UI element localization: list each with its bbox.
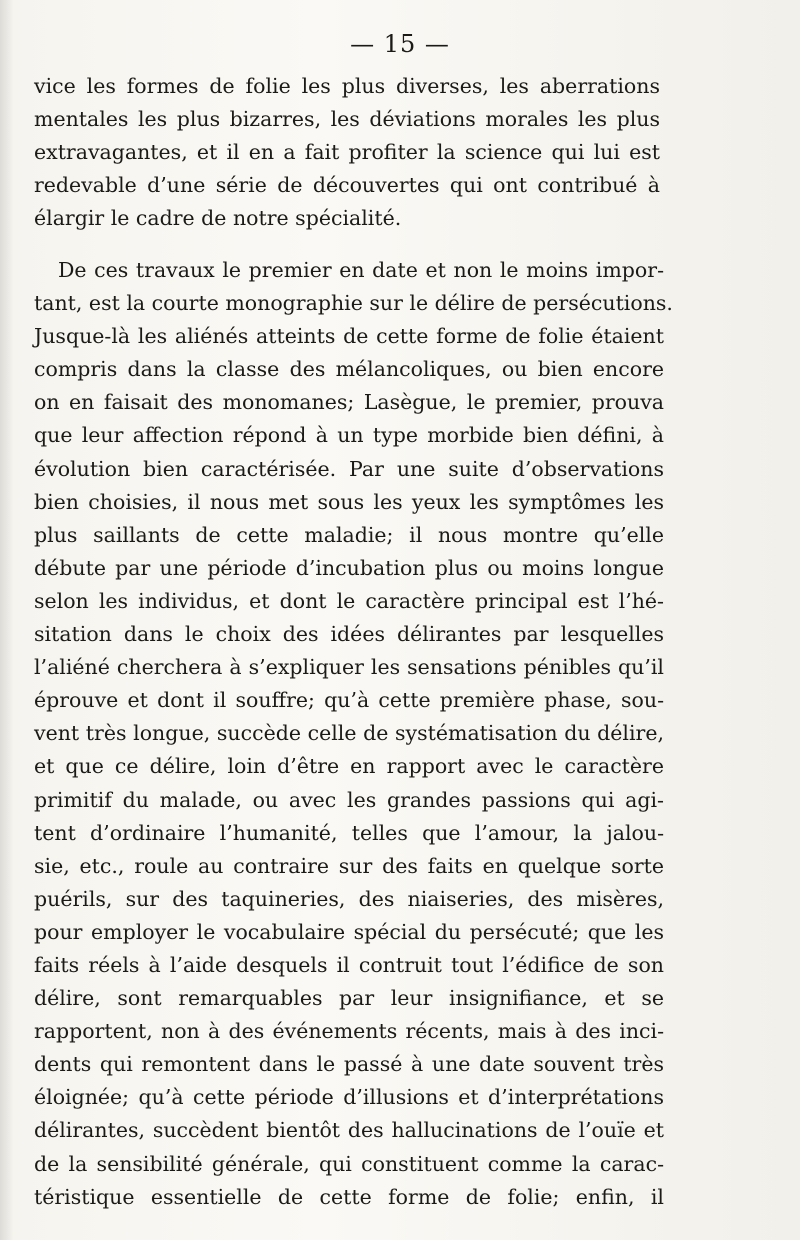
text-line: tent d’ordinaire l’humanité, telles que l’amour, la jalou- bbox=[34, 820, 664, 845]
text-line: de la sensibilité générale, qui constituent comme la carac- bbox=[34, 1151, 664, 1176]
text-line: éloignée; qu’à cette période d’illusions et d’interprétations bbox=[34, 1085, 664, 1110]
text-line: compris dans la classe des mélancoliques, ou bien encore bbox=[34, 357, 664, 382]
text-line: De ces travaux le premier en date et non le moins impor- bbox=[58, 258, 664, 282]
paragraph-1 bbox=[34, 70, 660, 235]
text-line: vent très longue, succède celle de systématisation du délire, bbox=[34, 721, 664, 746]
text-line: bien choisies, il nous met sous les yeux les symptômes les bbox=[34, 489, 664, 514]
text-line: extravagantes, et il en a fait profiter la science qui lui est bbox=[34, 140, 660, 165]
text-line: débute par une période d’incubation plus ou moins longue bbox=[34, 555, 664, 580]
text-line: primitif du malade, ou avec les grandes passions qui agi- bbox=[34, 787, 664, 812]
text-line: délire, sont remarquables par leur insignifiance, et se bbox=[34, 986, 664, 1011]
text-line: plus saillants de cette maladie; il nous montre qu’elle bbox=[34, 522, 664, 547]
text-line: rapportent, non à des événements récents, mais à des inci- bbox=[34, 1019, 664, 1044]
text-line: sitation dans le choix des idées délirantes par lesquelles bbox=[34, 622, 664, 647]
text-line: éprouve et dont il souffre; qu’à cette première phase, sou- bbox=[34, 688, 664, 713]
page-spine-shadow bbox=[0, 0, 14, 1240]
text-line: pour employer le vocabulaire spécial du persécuté; que les bbox=[34, 919, 664, 944]
text-line: et que ce délire, loin d’être en rapport avec le caractère bbox=[34, 754, 664, 779]
text-line: élargir le cadre de notre spécialité. bbox=[34, 206, 402, 231]
page-number: — 15 — bbox=[350, 30, 450, 58]
text-line: délirantes, succèdent bientôt des hallucinations de l’ouïe et bbox=[34, 1118, 664, 1143]
text-line: l’aliéné cherchera à s’expliquer les sensations pénibles qu’il bbox=[34, 655, 664, 680]
text-line: puérils, sur des taquineries, des niaiseries, des misères, bbox=[34, 886, 664, 911]
text-line: Jusque-là les aliénés atteints de cette forme de folie étaient bbox=[34, 324, 664, 349]
text-line: mentales les plus bizarres, les déviations morales les plus bbox=[34, 107, 660, 132]
text-line: vice les formes de folie les plus diverses, les aberrations bbox=[34, 74, 660, 98]
text-line: évolution bien caractérisée. Par une suite d’observations bbox=[34, 456, 664, 481]
text-line: que leur affection répond à un type morbide bien défini, à bbox=[34, 423, 664, 448]
paragraph-2 bbox=[34, 254, 673, 1214]
text-line: redevable d’une série de découvertes qui ont contribué à bbox=[34, 173, 660, 198]
text-line: dents qui remontent dans le passé à une date souvent très bbox=[34, 1052, 664, 1077]
text-line: téristique essentielle de cette forme de folie; enfin, il bbox=[34, 1184, 664, 1209]
text-line: on en faisait des monomanes; Lasègue, le premier, prouva bbox=[34, 390, 664, 415]
text-line: selon les individus, et dont le caractère principal est l’hé- bbox=[34, 588, 664, 613]
text-line: sie, etc., roule au contraire sur des faits en quelque sorte bbox=[34, 853, 664, 878]
text-line: tant, est la courte monographie sur le délire de persécutions. bbox=[34, 291, 673, 316]
text-line: faits réels à l’aide desquels il contruit tout l’édifice de son bbox=[34, 952, 664, 977]
